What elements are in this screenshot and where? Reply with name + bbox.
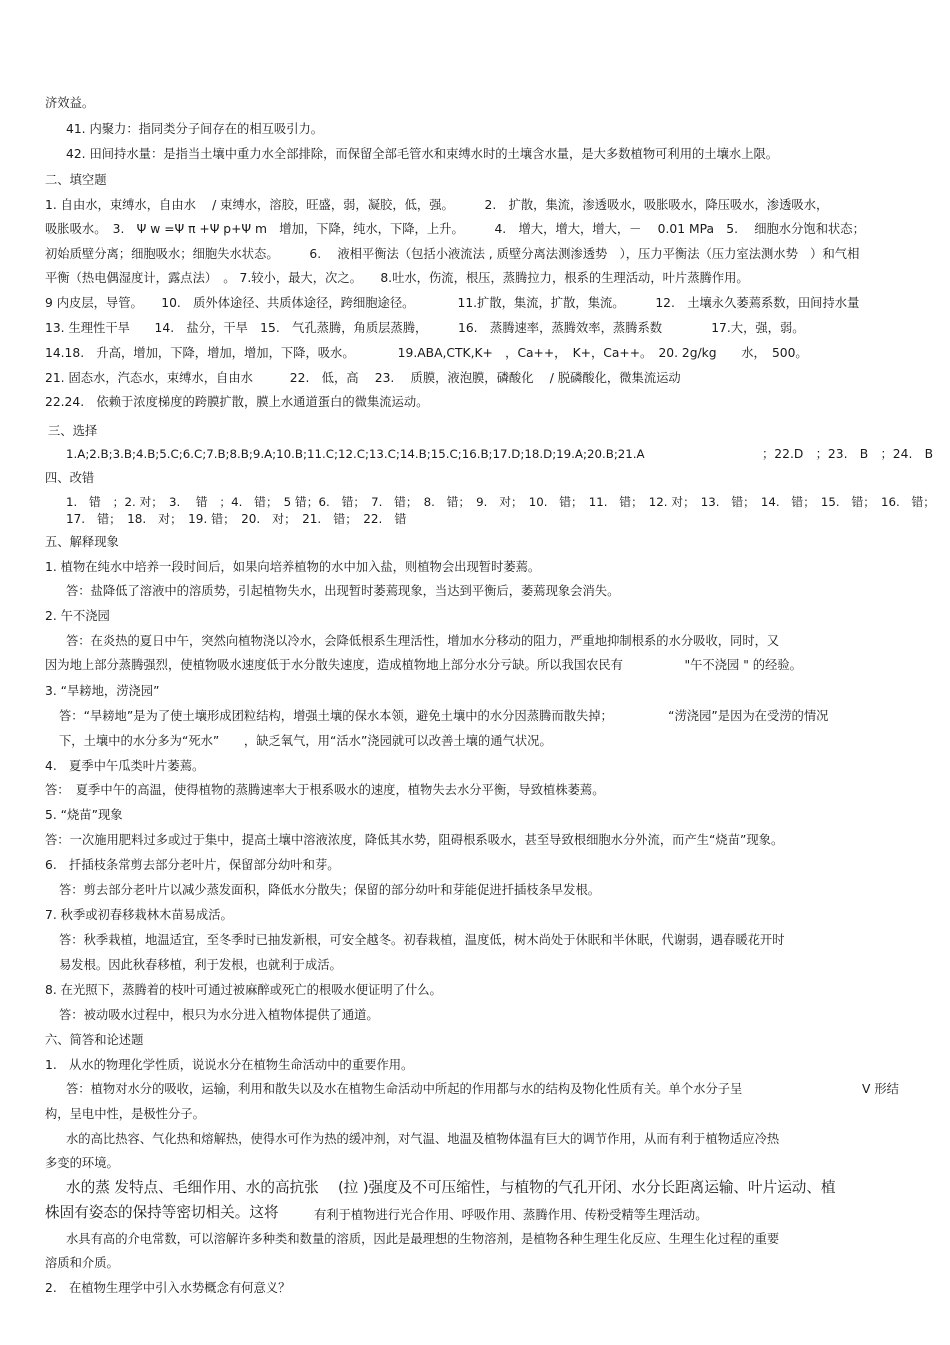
text-line: 易发根。因此秋春移植，利于发根，也就利于成活。 — [59, 958, 342, 972]
text-line: 17. 错； 18. 对； 19. 错； 20. 对； 21. 错； 22. 错 — [66, 512, 407, 526]
text-line: 7. 秋季或初春移栽林木苗易成活。 — [45, 908, 233, 922]
text-line: 14.18. 升高，增加，下降，增加，增加，下降，吸水。 19.ABA,CTK,K+ ，Ca++， K+，Ca++。 20. 2g/kg 水， 500。 — [45, 346, 808, 360]
text-line: 2. 在植物生理学中引入水势概念有何意义？ — [45, 1281, 291, 1295]
text-line: 有利于植物进行光合作用、呼吸作用、蒸腾作用、传粉受精等生理活动。 — [314, 1208, 708, 1222]
text-line: 6. 扦插枝条常剪去部分老叶片，保留部分幼叶和芽。 — [45, 858, 340, 872]
text-line: 1. 自由水，束缚水，自由水 / 束缚水，溶胶，旺盛，弱，凝胶，低，强。 2. 扩散，集流，渗透吸水，吸胀吸水，降压吸水，渗透吸水， — [45, 198, 829, 212]
text-line: 1.A;2.B;3.B;4.B;5.C;6.C;7.B;8.B;9.A;10.B;11.C;12.C;13.C;14.B;15.C;16.B;17.D;18.D;19.A;20.B;21.A — [66, 447, 645, 461]
text-line: 溶质和介质。 — [45, 1256, 119, 1270]
section-heading: 二、填空题 — [45, 173, 107, 187]
text-line: 答：一次施用肥料过多或过于集中，提高土壤中溶液浓度，降低其水势，阻碍根系吸水，甚至导致根细胞水分外流，而产生“烧苗”现象。 — [45, 833, 784, 847]
text-line: 水的蒸 发特点、毛细作用、水的高抗张 (拉 )强度及不可压缩性，与植物的气孔开闭、水分长距离运输、叶片运动、植 — [66, 1179, 836, 1196]
text-line: 答：盐降低了溶液中的溶质势，引起植物失水，出现暂时萎蔫现象，当达到平衡后，萎蔫现象会消失。 — [66, 584, 620, 598]
section-heading: 五、解释现象 — [45, 535, 119, 549]
text-line: 株固有姿态的保持等密切相关。这将 — [45, 1204, 279, 1221]
text-line: 构，呈电中性，是极性分子。 — [45, 1107, 205, 1121]
text-line: 5. “烧苗”现象 — [45, 808, 123, 822]
text-line: 下，土壤中的水分多为“死水” ，缺乏氧气，用“活水”浇园就可以改善土壤的通气状况。 — [59, 734, 552, 748]
text-line: 答： 夏季中午的高温，使得植物的蒸腾速率大于根系吸水的速度，植物失去水分平衡，导致植株萎蔫。 — [45, 783, 605, 797]
section-heading: 三、选择 — [48, 424, 98, 438]
section-heading: 四、改错 — [45, 471, 95, 485]
text-line: 吸胀吸水。 3. Ψ w =Ψ π +Ψ p+Ψ m 增加，下降，纯水，下降，上升。 4. 增大，增大，增大，－ 0.01 MPa 5. 细胞水分饱和状态； — [45, 222, 865, 236]
text-line: 41. 内聚力：指同类分子间存在的相互吸引力。 — [66, 122, 324, 136]
text-line: 平衡（热电偶湿度计，露点法） 。 7.较小，最大，次之。 8.吐水，伤流，根压，蒸腾拉力，根系的生理活动，叶片蒸腾作用。 — [45, 271, 749, 285]
text-line: 9 内皮层，导管。 10. 质外体途径、共质体途径，跨细胞途径。 11.扩散，集流，扩散，集流。 12. 土壤永久萎蔫系数，田间持水量 — [45, 296, 860, 310]
text-line: 21. 固态水，汽态水，束缚水，自由水 22. 低，高 23. 质膜，液泡膜，磷酸化 / 脱磷酸化，微集流运动 — [45, 371, 681, 385]
text-line: 答：被动吸水过程中，根只为水分进入植物体提供了通道。 — [59, 1008, 379, 1022]
text-line: 答：“旱耪地”是为了使土壤形成团粒结构，增强土壤的保水本领，避免土壤中的水分因蒸腾而散失掉； “涝浇园”是因为在受涝的情况 — [59, 709, 829, 723]
text-line: 初始质壁分离；细胞吸水；细胞失水状态。 6. 液相平衡法（包括小液流法 , 质壁分离法测渗透势 ），压力平衡法（压力室法测水势 ）和气相 — [45, 247, 860, 261]
text-line: 水具有高的介电常数，可以溶解许多种类和数量的溶质，因此是最理想的生物溶剂，是植物各种生理生化反应、生理生化过程的重要 — [66, 1232, 780, 1246]
text-line: 水的高比热容、气化热和熔解热，使得水可作为热的缓冲剂，对气温、地温及植物体温有巨大的调节作用，从而有利于植物适应冷热 — [66, 1132, 780, 1146]
text-line: 答：剪去部分老叶片以减少蒸发面积，降低水分散失；保留的部分幼叶和芽能促进扦插枝条早发根。 — [59, 883, 601, 897]
text-line: 8. 在光照下，蒸腾着的枝叶可通过被麻醉或死亡的根吸水便证明了什么。 — [45, 983, 442, 997]
text-line: 答：秋季栽植，地温适宜，至冬季时已抽发新根，可安全越冬。初春栽植，温度低，树木尚处于休眠和半休眠，代谢弱，遇春暖花开时 — [59, 933, 785, 947]
text-line: 42. 田间持水量：是指当土壤中重力水全部排除，而保留全部毛管水和束缚水时的土壤含水量，是大多数植物可利用的土壤水上限。 — [66, 147, 779, 161]
text-line: ；22.D ；23. B ；24. B — [762, 447, 934, 461]
section-heading: 六、简答和论述题 — [45, 1033, 144, 1047]
text-line: 22.24. 依赖于浓度梯度的跨膜扩散，膜上水通道蛋白的微集流运动。 — [45, 395, 429, 409]
text-line: 13. 生理性干旱 14. 盐分，干旱 15. 气孔蒸腾，角质层蒸腾， 16. 蒸腾速率，蒸腾效率，蒸腾系数 17.大，强，弱。 — [45, 321, 805, 335]
text-line: 济效益。 — [45, 96, 95, 110]
text-line: V 形结 — [862, 1082, 899, 1096]
text-line: 1. 植物在纯水中培养一段时间后，如果向培养植物的水中加入盐，则植物会出现暂时萎蔫。 — [45, 560, 541, 574]
text-line: 3. “旱耪地，涝浇园” — [45, 684, 160, 698]
text-line: 因为地上部分蒸腾强烈，使植物吸水速度低于水分散失速度，造成植物地上部分水分亏缺。所以我国农民有 "午不浇园 " 的经验。 — [45, 658, 802, 672]
text-line: 4. 夏季中午瓜类叶片萎蔫。 — [45, 759, 205, 773]
text-line: 多变的环境。 — [45, 1156, 119, 1170]
text-line: 答：植物对水分的吸收，运输，利用和散失以及水在植物生命活动中所起的作用都与水的结构及物化性质有关。单个水分子呈 — [66, 1082, 743, 1096]
text-line: 答：在炎热的夏日中午，突然向植物浇以冷水，会降低根系生理活性，增加水分移动的阻力，严重地抑制根系的水分吸收，同时，又 — [66, 634, 780, 648]
text-line: 1. 从水的物理化学性质，说说水分在植物生命活动中的重要作用。 — [45, 1058, 414, 1072]
text-line: 1. 错 ；2. 对； 3. 错 ；4. 错； 5 错；6. 错； 7. 错； 8. 错； 9. 对； 10. 错； 11. 错； 12. 对； 13. 错； 14. 错； 15. 错； 16. 错； — [66, 495, 936, 509]
text-line: 2. 午不浇园 — [45, 609, 110, 623]
